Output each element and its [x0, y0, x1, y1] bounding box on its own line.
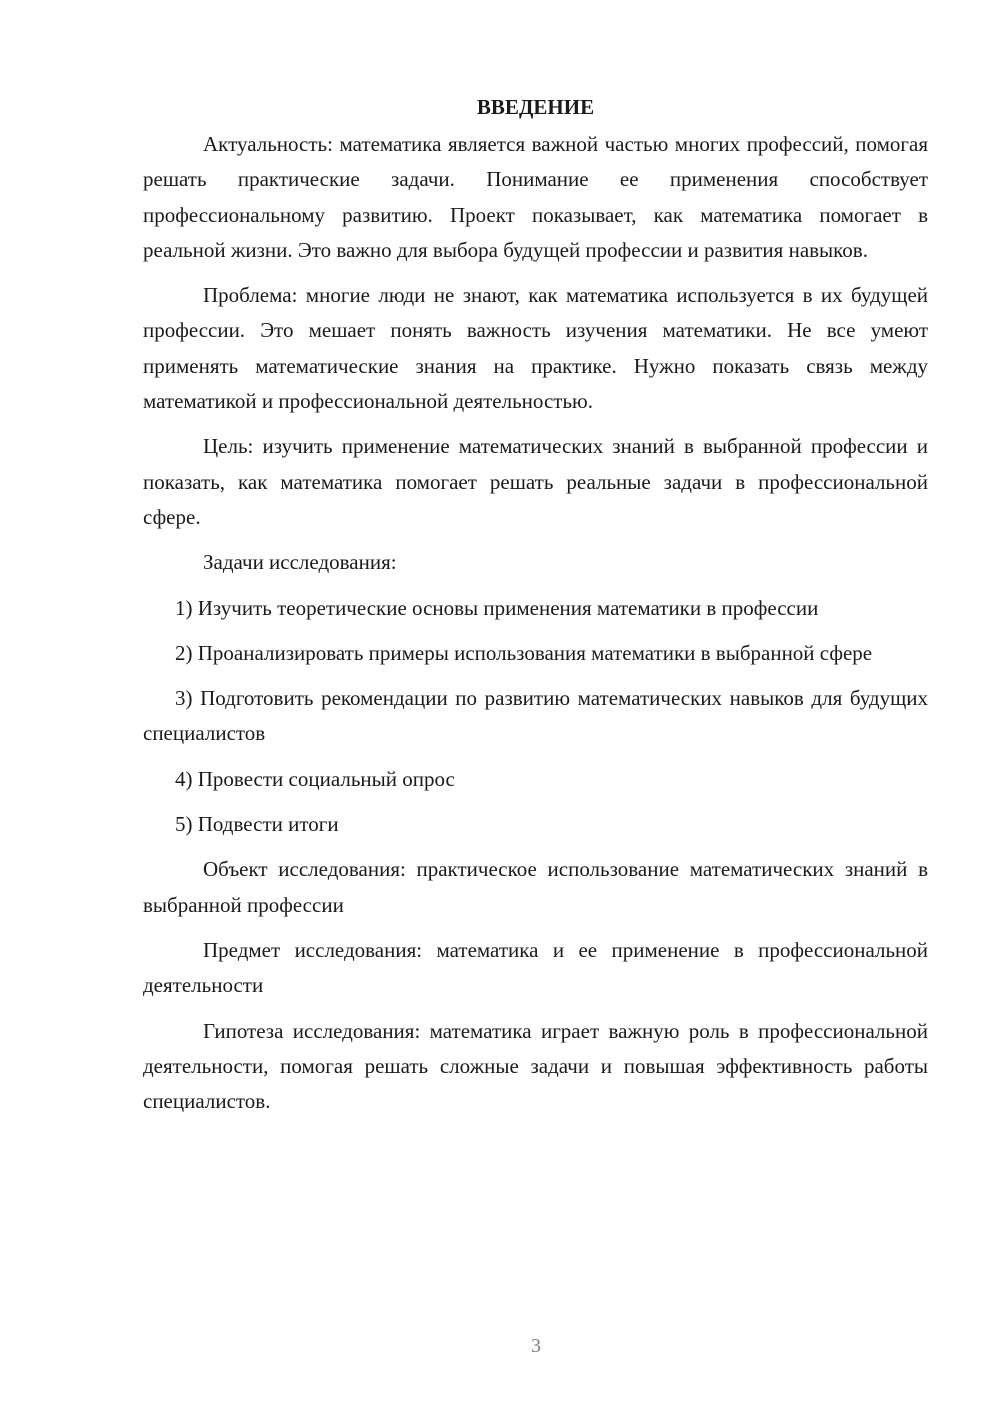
page-title: ВВЕДЕНИЕ [476, 95, 595, 119]
document-body [143, 92, 928, 1129]
task-item: 1) Изучить теоретические основы применения математики в профессии [175, 595, 819, 620]
subject-paragraph: Предмет исследования: математика и ее применение в профессиональной деятельности [143, 937, 928, 998]
page-number: 3 [531, 1335, 541, 1357]
problem-paragraph: Проблема: многие люди не знают, как математика используется в их будущей профессии. Это мешает понять важность изучения математики. Не все умеют применять математические знания на практике. Нужно показать связь между математикой и профессиональной деятельностью. [143, 283, 928, 414]
task-item: 3) Подготовить рекомендации по развитию математических навыков для будущих специалистов [143, 686, 928, 746]
object-paragraph: Объект исследования: практическое использование математических знаний в выбранной профессии [143, 857, 928, 917]
goal-paragraph: Цель: изучить применение математических знаний в выбранной профессии и показать, как математика помогает решать реальные задачи в профессиональной сфере. [143, 434, 928, 529]
tasks-heading: Задачи исследования: [203, 550, 397, 575]
relevance-paragraph: Актуальность: математика является важной частью многих профессий, помогая решать практические задачи. Понимание ее применения способствует профессиональному развитию. Проект показывает, как математика помогает в реальной жизни. Это важно для выбора будущей профессии и развития навыков. [143, 132, 928, 262]
task-item: 2) Проанализировать примеры использования математики в выбранной сфере [175, 640, 873, 665]
task-item: 4) Провести социальный опрос [175, 766, 455, 791]
hypothesis-paragraph: Гипотеза исследования: математика играет важную роль в профессиональной деятельности, помогая решать сложные задачи и повышая эффективность работы специалистов. [143, 1018, 928, 1114]
task-item: 5) Подвести итоги [175, 812, 339, 837]
